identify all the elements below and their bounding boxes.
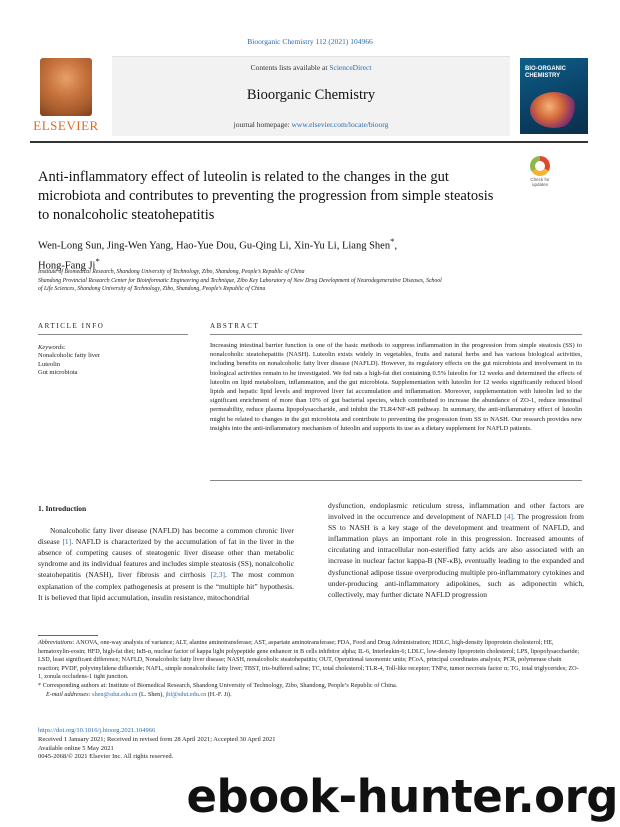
masthead-banner (112, 56, 510, 136)
paragraph-text: . NAFLD is characterized by the accumulation of fat in the liver in the absence of competing causes of steatogenic liver disease other than metabolic syndrome and its individual features and includes simple steatosis (SS), nonalcoholic steatohepatitis (NASH), liver fibrosis and cirrhosis (38, 537, 294, 580)
journal-title: Bioorganic Chemistry (246, 87, 376, 103)
corresponding-mark[interactable]: * (95, 255, 100, 266)
masthead-divider (30, 141, 588, 143)
journal-cover-image[interactable] (520, 58, 588, 134)
keyword: Gut microbiota (38, 368, 78, 376)
author-list: Wen-Long Sun, Jing-Wen Yang, Hao-Yue Dou, Gu-Qing Li, Xin-Yu Li, Liang Shen*, Hong-Fang Ji* (38, 236, 398, 271)
article-history (38, 727, 338, 762)
cover-title: BIO-ORGANIC CHEMISTRY (525, 66, 566, 79)
journal-homepage-link[interactable]: www.elsevier.com/locate/bioorg (291, 120, 389, 129)
section-heading: 1. Introduction (38, 504, 87, 513)
email-footnote (38, 691, 583, 700)
sciencedirect-link[interactable]: ScienceDirect (329, 63, 372, 72)
homepage-line (112, 120, 510, 129)
watermark-text: ebook-hunter.org (186, 770, 618, 823)
corresponding-footnote: * Corresponding authors at: Institute of Biomedical Research, Shandong University of Technology, Zibo, Shandong, People’s Republic of China. (38, 681, 398, 689)
journal-masthead (30, 56, 588, 136)
keyword: Luteolin (38, 360, 61, 368)
citation-link[interactable]: [4] (504, 512, 514, 522)
corresponding-text: Corresponding authors at: Institute of Biomedical Research, Shandong University of Technology, Zibo, Shandong, People’s Republic of China. (42, 681, 398, 689)
email-owner: (H.-F. Ji). (206, 690, 232, 698)
article-info-label: ARTICLE INFO (38, 322, 105, 330)
authors-line-1: Wen-Long Sun, Jing-Wen Yang, Hao-Yue Dou, Gu-Qing Li, Xin-Yu Li, Liang Shen (38, 240, 391, 252)
elsevier-wordmark: ELSEVIER (33, 118, 99, 133)
available-online: Available online 5 May 2021 (38, 744, 114, 752)
affiliation: Shandong Provincial Research Center for Bioinformatic Engineering and Technique, Zibo Key Laboratory of New Drug Development of Neurodegenerative Diseases, School (38, 277, 442, 284)
copyright: 0045-2068/© 2021 Elsevier Inc. All rights reserved. (38, 753, 174, 761)
email-owner: (L. Shen), (137, 690, 166, 698)
received-dates: Received 1 January 2021; Received in revised form 28 April 2021; Accepted 30 April 2021 (38, 735, 276, 743)
article-title: Anti-inflammatory effect of luteolin is related to the changes in the gut microbiota and contributes to preventing the progression from simple steatosis to nonalcoholic steatohepatitis (38, 169, 494, 223)
paragraph-text: dysfunction, endoplasmic reticulum stress, inflammation and other factors are involved in the occurrence and development of NAFLD (328, 501, 584, 522)
check-for-updates-button[interactable] (522, 156, 558, 186)
abbreviations-heading: Abbreviations: (38, 639, 75, 646)
intro-paragraph (328, 500, 584, 600)
paragraph-text: . The progression from SS to NASH is a key stage of the development and treatment of NAFLD, and inflammation plays an important role in this progression. Increased amounts of circulating and intracellular non-esterified fatty acids are also associated with an increase in nuclear factor kappa-B (NF-κB), eventually leading to the expanded and dysfunctional adipose tissue overproducing multiple pro-inflammatory cytokines and under-producing anti-inflammatory adipokines, such as adiponectin which, collectively, may further dictate NAFLD progression (328, 512, 584, 599)
footnotes (38, 639, 583, 699)
citation-link[interactable]: [2,3] (210, 570, 225, 580)
keywords-block (38, 344, 188, 377)
doi-link[interactable]: https://doi.org/10.1016/j.bioorg.2021.104966 (38, 727, 156, 734)
contents-line (112, 63, 510, 72)
check-updates-icon (530, 156, 550, 176)
elsevier-tree-icon (40, 58, 92, 116)
paragraph-text: . The most common explanation of the complex pathogenesis at present is the “multiple hit” hypothesis. It is believed that lipid accumulation, insulin resistance, mitochondrial (38, 570, 294, 602)
abstract-label: ABSTRACT (210, 322, 260, 330)
cover-art (530, 92, 578, 128)
elsevier-logo[interactable] (30, 58, 102, 134)
abbreviations-text: ANOVA, one-way analysis of variance; ALT, alanine aminotransferase; AST, aspartate aminotransferase; FDA, Food and Drug Administration; HDLC, high-density lipoprotein cholesterol; HE, hematoxylin-eosin; HFD, high-fat diet; IκB-α, nuclear factor of kappa light polypeptide gene enhancer in B cells inhibitor alpha; IL-6, Interleukin-6; LDLC, low-density lipoprotein cholesterol; LPS, lipopolysaccharide; LSD, least significant difference; NAFLD, Nonalcoholic fatty liver disease; NASH, nonalcoholic steatohepatitis; OUT, Operational taxonomic units; PCoA, principal coordinates analysis; PCR, polymerase chain reaction; PVDF, polyvinylidene difluoride; NAFL, simple nonalcoholic fatty liver; TBST, tris-buffered saline; TC, total cholesterol; TLR-4, Toll-like receptor; TNFα, tumor necrosis factor α; TG, total triglycerides; ZO-1, zonula occludens-1 tight junction. (38, 639, 580, 681)
article-info-rule (38, 334, 188, 335)
abstract-rule (210, 334, 582, 335)
intro-paragraph (38, 525, 294, 603)
abstract-text: Increasing intestinal barrier function is one of the basic methods to suppress inflammation in the progression from simple steatosis (SS) to nonalcoholic steatohepatitis (NASH). Luteolin exists widely in vegetables, fruits and natural herbs and has various biological activities, including benefits on nonalcoholic fatty liver disease (NAFLD). However, its regulatory effects on the gut microbiota and involvement in its biological activities remain to be investigated. We fed rats a high-fat diet containing 0.5% luteolin for 12 weeks and determined the effects of luteolin on lipid metabolism, inflammation, and the gut microbiota. Supplementation with luteolin for 12 weeks significantly reduced blood lipids and hepatic lipid levels and improved liver fat accumulation and inflammation. Moreover, supplementation with luteolin led to the significant enrichment of more than 10% of gut bacterial species, which contributed to increase the abundance of ZO-1, reduce intestinal permeability, reduce plasma lipopolysaccharide, and inhibit the TLR4/NF-κB pathway. In summary, the anti-inflammatory effect of luteolin might be related to changes in the gut microbiota and contribute to preventing the progression from SS to NASH. Our research provides new insights into the anti-inflammatory mechanism of luteolin and supports its use as a dietary supplement for NAFLD patients. (210, 342, 582, 432)
abstract-end-rule (210, 480, 582, 481)
keywords-heading: Keywords: (38, 344, 66, 351)
check-updates-label: Check for updates (530, 177, 550, 187)
intro-column-right (328, 500, 584, 600)
email-link[interactable]: shen@sdut.edu.cn (92, 690, 138, 698)
affiliation: of Life Sciences, Shandong University of Technology, Zibo, Shandong, People’s Republic of China (38, 286, 266, 293)
authors-line-2: Hong-Fang Ji (38, 260, 96, 271)
footnote-rule (38, 635, 98, 636)
affiliations (38, 268, 583, 294)
email-link[interactable]: jhf@sdut.edu.cn (165, 690, 207, 698)
paragraph-text: Nonalcoholic fatty liver disease (NAFLD) has become a common chronic liver disease (38, 526, 294, 547)
citation-link[interactable]: [1] (62, 537, 72, 547)
intro-column-left (38, 503, 294, 603)
email-heading: E-mail addresses: (46, 690, 91, 698)
keyword: Nonalcoholic fatty liver (38, 352, 101, 360)
journal-citation[interactable]: Bioorganic Chemistry 112 (2021) 104966 (247, 37, 373, 46)
contents-prefix: Contents lists available at (250, 63, 330, 72)
affiliation: Institute of Biomedical Research, Shandong University of Technology, Zibo, Shandong, People’s Republic of China (38, 269, 305, 275)
homepage-prefix: journal homepage: (233, 120, 292, 129)
abbreviations-footnote (38, 639, 583, 682)
corresponding-mark[interactable]: * (390, 236, 395, 246)
